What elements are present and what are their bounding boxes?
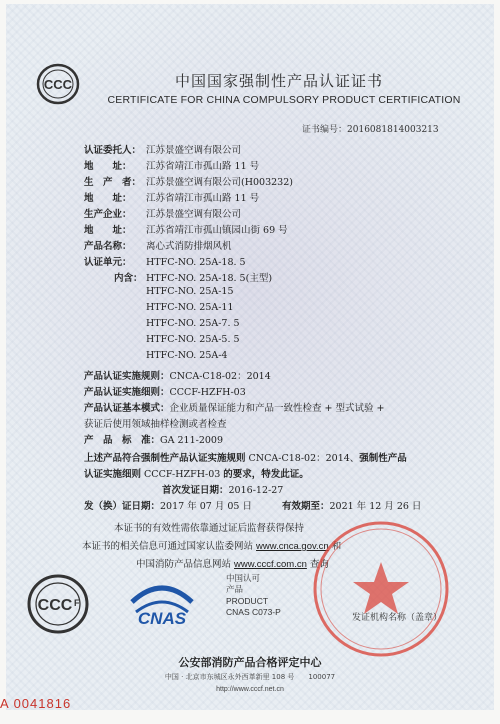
valid-until-label: 有效期至： — [281, 501, 330, 512]
certificate-number-value: 2016081814003213 — [347, 125, 439, 135]
cnca-website-link[interactable]: www.cnca.gov.cn — [256, 541, 329, 552]
ccc-logo-text: CCC — [43, 77, 73, 92]
validity-note: 本证书的有效性需依靠通过证后监督获得保持 — [114, 523, 305, 534]
field-value: 离心式消防排烟风机 — [146, 241, 232, 252]
issue-value: 2017 年 07 月 05 日 — [160, 501, 252, 512]
conformity-text: 的要求，特发此证。 — [223, 469, 309, 480]
units-item — [146, 286, 234, 297]
field-value: 江苏景盛空调有限公司 — [146, 209, 242, 220]
cnas-logo-text: CNAS — [137, 609, 187, 628]
valid-until-value: 2021 年 12 月 26 日 — [329, 501, 422, 512]
field-label: 产品名称： — [84, 241, 132, 252]
field-label: 认证委托人： — [84, 145, 142, 156]
field-label: 生产企业： — [84, 209, 132, 220]
field-value: 江苏景盛空调有限公司 — [146, 145, 242, 156]
units-item — [146, 302, 234, 313]
certificate-number — [302, 122, 439, 135]
issuing-organization: 公安部消防产品合格评定中心 — [178, 656, 322, 669]
cccf-logo-f: F — [74, 598, 80, 608]
field-value: 江苏景盛空调有限公司(H003232) — [146, 177, 293, 188]
field-label: 地 址： — [84, 193, 132, 204]
title-chinese: 中国国家强制性产品认证证书 — [174, 72, 383, 90]
standard-value: GA 211-2009 — [160, 435, 224, 446]
rule-detail — [84, 384, 246, 398]
standard-label: 产 品 标 准： — [84, 435, 161, 446]
field-manufacturer — [84, 174, 293, 188]
units-value: HTFC-NO. 25A-7. 5 — [146, 318, 240, 329]
rule-label: 产品认证实施规则： — [84, 371, 170, 382]
accreditation-line: 中国认可 — [226, 574, 261, 584]
issue-label: 发（换）证日期： — [84, 501, 161, 512]
field-value: 江苏省靖江市孤山路 11 号 — [146, 193, 260, 204]
serial-number: A 0041816 — [0, 696, 72, 711]
conformity-text: 强制性产品 — [359, 453, 407, 464]
field-value: 江苏省靖江市孤山镇园山街 69 号 — [146, 225, 288, 236]
rule-mode — [84, 400, 385, 414]
field-factory — [84, 206, 241, 220]
ccc-logo-icon — [36, 62, 80, 106]
units-value: HTFC-NO. 25A-4 — [146, 350, 228, 361]
accreditation-line: CNAS C073-P — [226, 607, 281, 617]
rule-label: 产品认证基本模式： — [84, 403, 170, 414]
field-value: 江苏省靖江市孤山路 11 号 — [146, 161, 260, 172]
field-cert-unit — [84, 254, 246, 268]
field-value: HTFC-NO. 25A-18. 5 — [146, 257, 246, 268]
accreditation-text — [226, 574, 281, 618]
note-text: 和 — [328, 541, 342, 552]
title-english: CERTIFICATE FOR CHINA COMPULSORY PRODUCT CERTIFICATION — [107, 94, 461, 106]
field-label: 地 址： — [84, 225, 132, 236]
accreditation-line: PRODUCT — [226, 596, 269, 606]
first-issue-value: 2016-12-27 — [228, 485, 284, 496]
conformity-line-2 — [84, 466, 309, 480]
cccf-logo-text: CCC — [37, 597, 73, 614]
verification-note — [82, 538, 341, 552]
field-manufacturer-address — [84, 190, 259, 204]
verification-note-2 — [136, 556, 329, 570]
units-value: HTFC-NO. 25A-15 — [146, 286, 234, 297]
issue-date — [84, 498, 421, 512]
units-value: HTFC-NO. 25A-18. 5(主型) — [146, 273, 273, 284]
rule-label: 产品认证实施细则： — [84, 387, 170, 398]
cccf-logo-icon — [26, 572, 90, 636]
field-applicant — [84, 142, 241, 156]
cccf-website-link[interactable]: www.cccf.com.cn — [234, 559, 307, 570]
organization-address: 中国 · 北京市东城区永外西革新里 108 号 100077 — [164, 673, 336, 681]
rule-implementation — [84, 368, 271, 382]
units-item — [114, 270, 272, 284]
units-item — [146, 318, 240, 329]
field-label: 生 产 者： — [84, 177, 142, 188]
field-label: 认证单元： — [84, 257, 132, 268]
cnas-logo-icon — [122, 572, 202, 636]
conformity-line-1 — [84, 450, 407, 464]
first-issue-date — [162, 482, 283, 496]
rule-mode-continued: 获证后使用领域抽样检测或者检查 — [84, 419, 227, 430]
field-factory-address — [84, 222, 288, 236]
note-text: 查询 — [306, 559, 329, 570]
product-standard — [84, 432, 223, 446]
first-issue-label: 首次发证日期： — [162, 485, 229, 496]
note-text: 本证书的相关信息可通过国家认监委网站 — [82, 541, 257, 552]
certificate — [6, 4, 494, 710]
conformity-text: 认证实施细则 — [84, 469, 142, 480]
units-item — [146, 334, 240, 345]
accreditation-line: 产品 — [226, 585, 244, 595]
field-product-name — [84, 238, 232, 252]
units-value: HTFC-NO. 25A-11 — [146, 302, 234, 313]
units-label: 内含： — [114, 273, 143, 284]
note-text: 中国消防产品信息网站 — [136, 559, 235, 570]
rule-value: CCCF-HZFH-03 — [169, 387, 246, 398]
rule-value: CNCA-C18-02：2014 — [169, 371, 271, 382]
seal-label: 发证机构名称（盖章） — [352, 613, 443, 623]
organization-website[interactable]: http://www.cccf.net.cn — [216, 686, 284, 693]
conformity-text: 上述产品符合强制性产品认证实施规则 — [84, 453, 246, 464]
units-item — [146, 350, 227, 361]
units-value: HTFC-NO. 25A-5. 5 — [146, 334, 240, 345]
rule-value: 企业质量保证能力和产品一致性检查 + 型式试验 + — [169, 403, 385, 414]
conformity-text: CNCA-C18-02：2014、 — [245, 453, 360, 464]
official-seal-icon — [306, 514, 456, 664]
field-applicant-address — [84, 158, 259, 172]
field-label: 地 址： — [84, 161, 132, 172]
conformity-text: CCCF-HZFH-03 — [141, 469, 224, 480]
certificate-number-label: 证书编号： — [302, 125, 348, 135]
